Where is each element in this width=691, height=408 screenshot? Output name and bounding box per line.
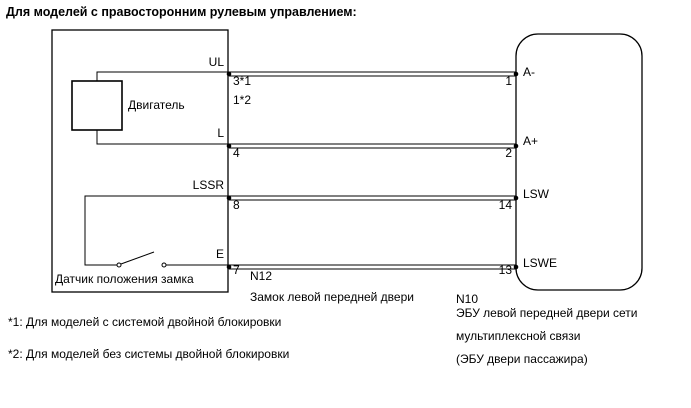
- pin-number-8: 8: [233, 198, 240, 212]
- door-lock-connector-name: Замок левой передней двери: [250, 290, 414, 304]
- switch-contact-right: [162, 263, 166, 267]
- ecu-name-line2: мультиплексной связи: [456, 329, 581, 343]
- door-lock-connector-code: N12: [250, 269, 273, 283]
- motor-wire-top: [97, 72, 229, 81]
- ecu-pin-number-14: 14: [498, 198, 512, 212]
- ecu-signal-lswe: LSWE: [523, 256, 558, 270]
- ecu-signal-a-plus: A+: [523, 134, 539, 148]
- ecu-pin-number-13: 13: [498, 263, 512, 277]
- pin-number-4: 4: [233, 146, 240, 160]
- switch-contact-left: [117, 263, 121, 267]
- pin-signal-ul: UL: [208, 55, 224, 69]
- ecu-signal-lsw: LSW: [523, 187, 550, 201]
- ecu-pin-number-2: 2: [505, 146, 512, 160]
- pin-number-1: 1*2: [233, 93, 252, 107]
- pin-signal-e: E: [215, 247, 224, 261]
- pin-signal-l: L: [217, 126, 224, 140]
- switch-wire-left: [85, 196, 229, 265]
- footnote-2: *2: Для моделей без системы двойной блокировки: [8, 347, 290, 361]
- motor-symbol: [72, 81, 122, 130]
- motor-wire-bottom: [97, 130, 229, 144]
- pin-signal-lssr: LSSR: [192, 178, 224, 192]
- ecu-name-line1: ЭБУ левой передней двери сети: [456, 306, 638, 320]
- motor-label: Двигатель: [128, 98, 185, 112]
- footnote-1: *1: Для моделей с системой двойной блокировки: [8, 315, 282, 329]
- switch-label: Датчик положения замка: [55, 272, 194, 286]
- pin-number-7: 7: [233, 263, 240, 277]
- ecu-signal-a-minus: A-: [523, 65, 535, 79]
- door-lock-box: [52, 30, 228, 292]
- ecu-connector-code: N10: [456, 292, 479, 306]
- harness-wires: [229, 72, 516, 269]
- ecu-name-line3: (ЭБУ двери пассажира): [456, 352, 588, 366]
- diagram-heading: Для моделей с правосторонним рулевым управлением:: [6, 5, 357, 19]
- switch-blade: [121, 252, 154, 264]
- pin-number-3: 3*1: [233, 74, 252, 88]
- ecu-pin-number-1: 1: [505, 74, 512, 88]
